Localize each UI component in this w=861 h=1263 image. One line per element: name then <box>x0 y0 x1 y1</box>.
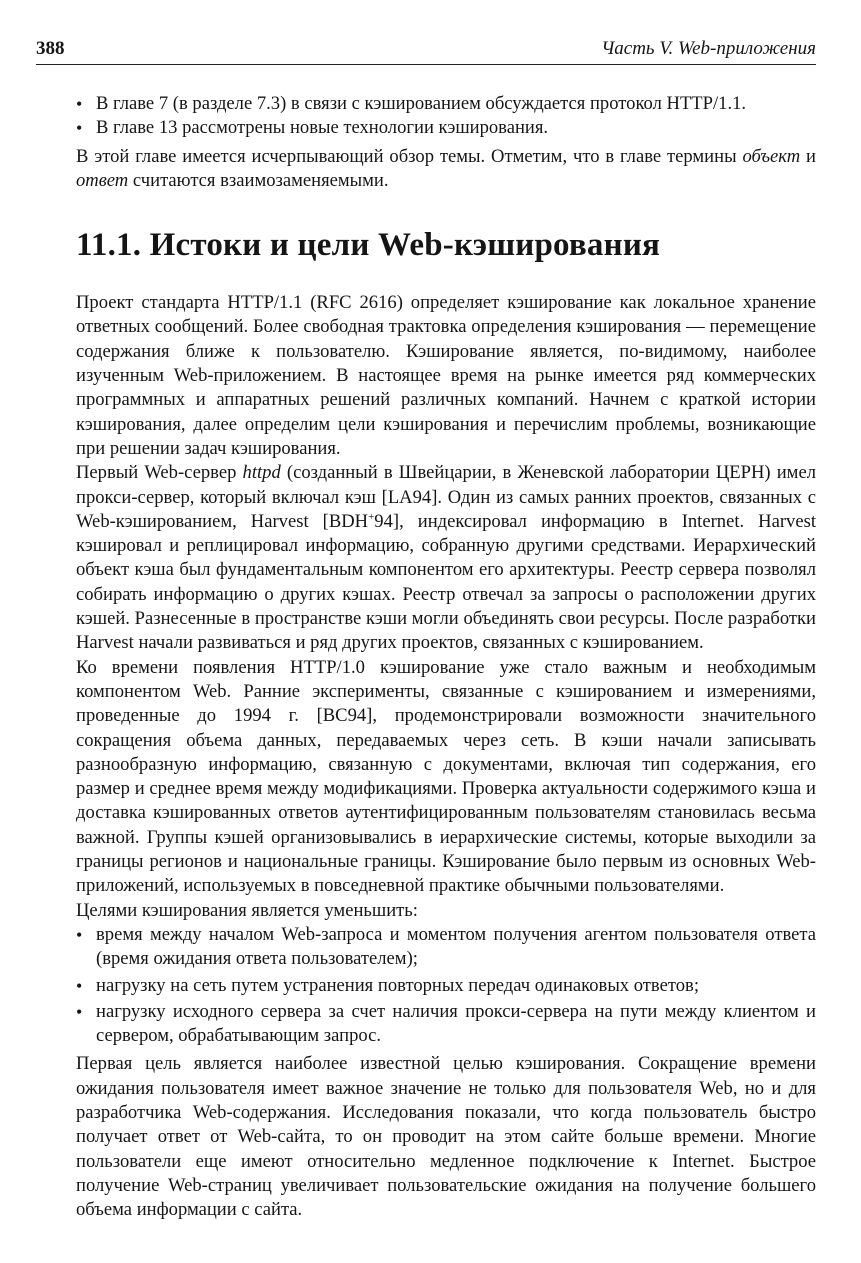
goals-bullet-list <box>76 923 816 1048</box>
paragraph-text: Первый Web-сервер <box>76 462 243 484</box>
section-title: 11.1. Истоки и цели Web-кэширования <box>76 227 661 264</box>
paragraph-harvest <box>76 461 816 655</box>
intro-text-before: В этой главе имеется исчерпывающий обзор темы. Отметим, что в главе термины <box>76 145 743 167</box>
running-head: Часть V. Web-приложения <box>601 38 816 59</box>
list-item-text: нагрузку исходного сервера за счет наличия прокси-сервера на пути между клиентом и сервером, обрабатывающим запрос. <box>96 1000 816 1047</box>
intro-text-after: считаются взаимозаменяемыми. <box>128 169 389 191</box>
bullet-icon: • <box>76 118 83 139</box>
httpd-term: httpd <box>242 462 281 484</box>
bullet-icon: • <box>76 1001 83 1022</box>
list-item-text: В главе 13 рассмотрены новые технологии кэширования. <box>96 117 549 139</box>
bullet-icon: • <box>76 924 83 945</box>
paragraph-text: 94], индексировал информацию в Internet. Harvest кэшировал и реплицировал информацию, собранную другими средствами. Иерархический объект кэша был фундаментальным компонентом его архитектуры. Реестр сервера позволял собирать информацию о других кэшах. Реестр отвечал за запросы о расположении других кэшей. Разнесенные в пространстве кэши могли объединять свои ресурсы. После разработки Harvest начали развиваться и ряд других проектов, связанных с кэшированием. <box>76 510 816 654</box>
paragraph-goals-intro: Целями кэширования является уменьшить: <box>76 899 418 921</box>
page-body <box>76 92 816 1222</box>
list-item-text: время между началом Web-запроса и моментом получения агентом пользователя ответа (время ожидания ответа пользователем); <box>96 923 816 970</box>
list-item <box>76 923 816 972</box>
paragraph-latency-goal: Первая цель является наиболее известной целью кэширования. Сокращение времени ожидания пользователя имеет важное значение не только для пользователя Web, но и для разработчика Web-содержания. Исследования показали, что когда пользователь быстро получает ответ от Web-сайта, то он проводит на этом сайте больше времени. Многие пользователи еще имеют относительно медленное подключение к Internet. Быстрое получение Web-страниц увеличивает пользовательские ожидания на получение большего объема информации с сайта. <box>76 1053 816 1221</box>
paragraph-text: (созданный в Швейцарии, в Женевской лаборатории ЦЕРН) имел прокси-сервер, который включал кэш [LA94]. Один из самых ранних проектов, связанных с Web-кэшированием, Harvest [BDH <box>76 462 816 532</box>
paragraph-http10: Ко времени появления HTTP/1.0 кэширование уже стало важным и необходимым компонентом Web. Ранние эксперименты, связанные с кэшированием и измерениями, проведенные до 1994 г. [BC94], продемонстрировали возможности значительного сокращения объема данных, передаваемых через сеть. В кэши начали записывать разнообразную информацию, связанную с документами, включая тип содержания, его размер и среднее время между модификациями. Проверка актуальности содержимого кэша и доставка кэшированных ответов аутентифицированным пользователям становилась весьма важной. Группы кэшей организовывались в иерархические системы, которые выходили за границы регионов и национальные границы. Кэширование было первым из основных Web-приложений, используемых в повседневной практике обычными пользователями. <box>76 656 816 897</box>
list-item-text: нагрузку на сеть путем устранения повторных передач одинаковых ответов; <box>96 974 699 996</box>
list-item <box>76 92 816 116</box>
citation-superscript: + <box>368 510 375 523</box>
paragraph-history-definition: Проект стандарта HTTP/1.1 (RFC 2616) определяет кэширование как локальное хранение ответных сообщений. Более свободная трактовка определения кэширования — перемещение содержания ближе к пользователю. Кэширование является, по-видимому, наиболее изученным Web-приложением. В настоящее время на рынке имеется ряд коммерческих программных и аппаратных решений различных компаний. Начнем с краткой истории кэширования, далее определим цели кэширования и перечислим проблемы, возникающие при решении задач кэширования. <box>76 292 816 459</box>
list-item <box>76 974 816 998</box>
intro-bullet-list <box>76 92 816 141</box>
list-item <box>76 116 816 140</box>
list-item-text: В главе 7 (в разделе 7.3) в связи с кэшированием обсуждается протокол HTTP/1.1. <box>96 93 747 114</box>
bullet-icon: • <box>76 94 83 114</box>
term-object: объект <box>742 145 801 167</box>
bullet-icon: • <box>76 975 83 996</box>
page-number: 388 <box>36 38 65 59</box>
intro-paragraph <box>76 145 816 194</box>
term-response: ответ <box>76 169 129 191</box>
intro-text-middle: и <box>800 145 816 167</box>
list-item <box>76 1000 816 1049</box>
page-header <box>36 36 816 65</box>
